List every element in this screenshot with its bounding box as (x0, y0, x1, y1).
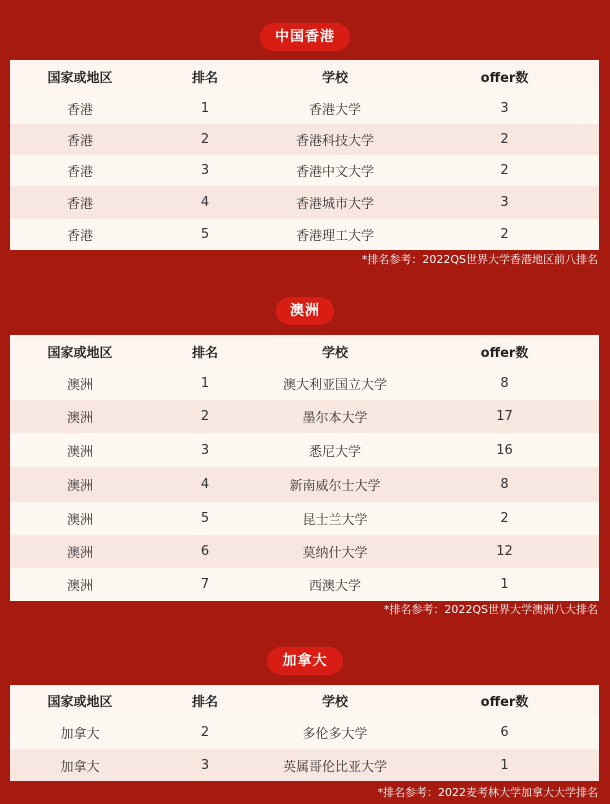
cell-offers: 3 (500, 101, 509, 116)
table-card (10, 335, 599, 601)
table-row (10, 749, 599, 781)
cell-region: 澳洲 (66, 579, 93, 594)
cell-school: 新南威尔士大学 (289, 479, 381, 494)
ranking-note: *排名参考：2022麦考林大学加拿大大学排名 (377, 786, 598, 799)
cell-offers: 3 (500, 195, 509, 210)
header-school: 学校 (321, 345, 348, 361)
cell-region: 加拿大 (60, 727, 100, 742)
cell-region: 加拿大 (60, 759, 100, 775)
cell-school: 西澳大学 (308, 579, 361, 594)
cell-region: 澳洲 (66, 546, 93, 561)
cell-rank: 2 (200, 409, 210, 424)
section-title: 加拿大 (267, 647, 343, 675)
cell-school: 香港中文大学 (295, 165, 374, 180)
cell-region: 澳洲 (66, 411, 93, 426)
header-offers: offer数 (480, 345, 529, 361)
cell-region: 香港 (66, 229, 93, 244)
table-row (10, 186, 599, 219)
table-header-row (10, 60, 599, 93)
cell-offers: 2 (500, 511, 509, 526)
cell-offers: 12 (496, 544, 513, 559)
cell-rank: 4 (200, 477, 210, 492)
cell-school: 香港大学 (308, 103, 361, 118)
cell-region: 澳洲 (66, 513, 93, 528)
section-title: 澳洲 (276, 297, 334, 325)
cell-school: 多伦多大学 (302, 727, 368, 742)
table-row (10, 93, 599, 124)
cell-school: 香港科技大学 (295, 134, 374, 149)
header-region: 国家或地区 (47, 71, 113, 86)
cell-region: 香港 (66, 134, 93, 149)
section-title: 中国香港 (260, 23, 350, 51)
cell-region: 香港 (66, 165, 93, 180)
cell-school: 悉尼大学 (308, 444, 361, 460)
cell-offers: 2 (500, 132, 509, 147)
table-row (10, 155, 599, 186)
cell-rank: 4 (200, 195, 210, 210)
table-row (10, 433, 599, 467)
cell-rank: 3 (200, 163, 210, 178)
ranking-note: *排名参考：2022QS世界大学香港地区前八排名 (361, 253, 598, 266)
cell-offers: 1 (500, 577, 509, 592)
cell-region: 澳洲 (66, 444, 93, 460)
cell-rank: 3 (200, 757, 210, 773)
cell-region: 澳洲 (66, 479, 93, 494)
cell-offers: 8 (500, 376, 509, 391)
cell-rank: 1 (200, 376, 210, 391)
cell-school: 墨尔本大学 (302, 411, 368, 426)
table-row (10, 400, 599, 433)
cell-rank: 1 (200, 101, 210, 116)
header-rank: 排名 (191, 695, 218, 710)
cell-rank: 3 (200, 442, 210, 458)
table-card (10, 685, 599, 781)
cell-offers: 2 (500, 163, 509, 178)
cell-offers: 16 (496, 442, 513, 458)
cell-offers: 1 (500, 757, 509, 773)
cell-region: 澳洲 (66, 378, 93, 393)
cell-rank: 5 (200, 227, 210, 242)
header-offers: offer数 (480, 695, 529, 710)
table-row (10, 502, 599, 535)
header-region: 国家或地区 (47, 695, 113, 710)
header-school: 学校 (321, 71, 348, 86)
header-rank: 排名 (191, 345, 218, 361)
cell-school: 莫纳什大学 (302, 546, 368, 561)
table-header-row (10, 685, 599, 716)
cell-offers: 8 (500, 477, 509, 492)
cell-offers: 2 (500, 227, 509, 242)
table-row (10, 124, 599, 155)
cell-offers: 17 (496, 409, 513, 424)
cell-offers: 6 (500, 725, 509, 740)
table-row (10, 535, 599, 568)
cell-region: 香港 (66, 197, 93, 212)
cell-rank: 6 (200, 544, 210, 559)
table-header-row (10, 335, 599, 367)
table-row (10, 367, 599, 400)
table-card (10, 60, 599, 250)
cell-rank: 2 (200, 132, 210, 147)
table-row (10, 219, 599, 250)
header-offers: offer数 (480, 71, 529, 86)
ranking-note: *排名参考：2022QS世界大学澳洲八大排名 (383, 603, 598, 616)
header-region: 国家或地区 (47, 345, 113, 361)
header-rank: 排名 (191, 71, 218, 86)
cell-rank: 5 (200, 511, 210, 526)
table-row (10, 568, 599, 601)
cell-school: 英属哥伦比亚大学 (282, 759, 387, 775)
cell-school: 香港城市大学 (295, 197, 374, 212)
cell-school: 昆士兰大学 (302, 513, 368, 528)
table-row (10, 467, 599, 502)
cell-region: 香港 (66, 103, 93, 118)
table-row (10, 716, 599, 749)
cell-rank: 2 (200, 725, 210, 740)
cell-school: 香港理工大学 (295, 229, 374, 244)
cell-school: 澳大利亚国立大学 (282, 378, 387, 393)
header-school: 学校 (321, 695, 348, 710)
cell-rank: 7 (200, 577, 210, 592)
